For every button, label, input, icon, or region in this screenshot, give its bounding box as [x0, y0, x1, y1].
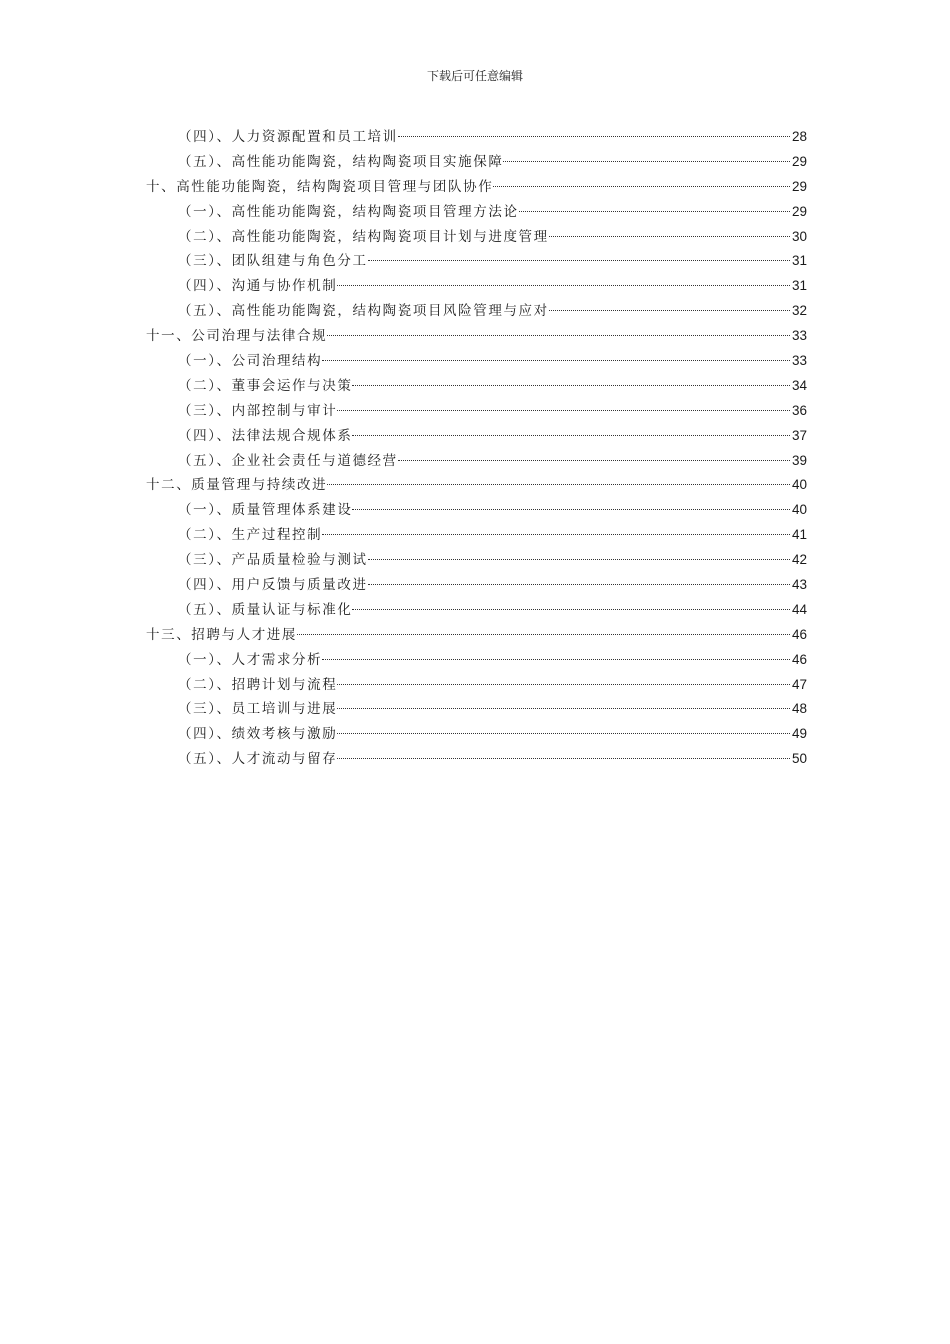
toc-dot-leader [337, 733, 790, 734]
toc-entry-page-number: 34 [791, 377, 807, 393]
toc-dot-leader [549, 236, 790, 237]
toc-dot-leader [368, 559, 790, 560]
toc-entry-title: （一）、质量管理体系建设 [178, 502, 353, 519]
toc-entry-title: （一）、公司治理结构 [178, 353, 323, 370]
toc-entry-page-number: 48 [791, 701, 807, 717]
toc-section-entry[interactable] [146, 697, 807, 722]
toc-entry-page-number: 37 [791, 427, 807, 443]
toc-section-entry[interactable] [146, 249, 807, 274]
toc-entry-title: （五）、高性能功能陶瓷，结构陶瓷项目实施保障 [178, 153, 504, 170]
toc-section-entry[interactable] [146, 648, 807, 673]
toc-dot-leader [368, 584, 790, 585]
toc-dot-leader [337, 285, 790, 286]
toc-section-entry[interactable] [146, 548, 807, 573]
toc-entry-page-number: 43 [791, 577, 807, 593]
toc-entry-title: （五）、高性能功能陶瓷，结构陶瓷项目风险管理与应对 [178, 303, 549, 320]
toc-dot-leader [337, 410, 790, 411]
toc-section-entry[interactable] [146, 349, 807, 374]
toc-section-entry[interactable] [146, 399, 807, 424]
toc-entry-page-number: 50 [791, 751, 807, 767]
toc-section-entry[interactable] [146, 449, 807, 474]
toc-entry-title: 十二、质量管理与持续改进 [146, 477, 328, 494]
toc-section-entry[interactable] [146, 573, 807, 598]
toc-dot-leader [322, 360, 790, 361]
toc-dot-leader [352, 435, 790, 436]
toc-entry-title: （五）、质量认证与标准化 [178, 601, 353, 618]
toc-entry-title: （四）、绩效考核与激励 [178, 726, 338, 743]
toc-entry-page-number: 33 [791, 353, 807, 369]
toc-entry-page-number: 40 [791, 477, 807, 493]
toc-entry-title: 十、高性能功能陶瓷，结构陶瓷项目管理与团队协作 [146, 178, 494, 195]
toc-section-entry[interactable] [146, 125, 807, 150]
toc-section-entry[interactable] [146, 225, 807, 250]
toc-section-entry[interactable] [146, 498, 807, 523]
toc-dot-leader [493, 186, 790, 187]
toc-entry-page-number: 47 [791, 676, 807, 692]
toc-dot-leader [368, 260, 790, 261]
toc-section-entry[interactable] [146, 747, 807, 772]
toc-dot-leader [519, 211, 790, 212]
toc-dot-leader [503, 161, 790, 162]
toc-chapter-entry[interactable] [146, 324, 807, 349]
toc-dot-leader [337, 684, 790, 685]
toc-entry-page-number: 29 [791, 203, 807, 219]
toc-entry-page-number: 31 [791, 278, 807, 294]
toc-entry-title: 十三、招聘与人才进展 [146, 626, 297, 643]
toc-dot-leader [337, 708, 790, 709]
toc-entry-page-number: 30 [791, 228, 807, 244]
toc-dot-leader [297, 634, 790, 635]
toc-dot-leader [327, 335, 790, 336]
toc-entry-title: （二）、董事会运作与决策 [178, 377, 353, 394]
toc-entry-page-number: 33 [791, 328, 807, 344]
toc-section-entry[interactable] [146, 598, 807, 623]
toc-entry-page-number: 49 [791, 726, 807, 742]
toc-dot-leader [352, 509, 790, 510]
toc-entry-title: （四）、用户反馈与质量改进 [178, 577, 368, 594]
toc-entry-page-number: 46 [791, 626, 807, 642]
toc-entry-title: （四）、法律法规合规体系 [178, 427, 353, 444]
toc-entry-title: （二）、生产过程控制 [178, 527, 323, 544]
toc-dot-leader [322, 534, 790, 535]
toc-section-entry[interactable] [146, 374, 807, 399]
toc-entry-title: （五）、企业社会责任与道德经营 [178, 452, 398, 469]
toc-entry-title: （三）、员工培训与进展 [178, 701, 338, 718]
toc-chapter-entry[interactable] [146, 623, 807, 648]
toc-chapter-entry[interactable] [146, 175, 807, 200]
toc-dot-leader [549, 310, 790, 311]
toc-entry-page-number: 39 [791, 452, 807, 468]
toc-section-entry[interactable] [146, 673, 807, 698]
toc-dot-leader [337, 758, 790, 759]
toc-section-entry[interactable] [146, 722, 807, 747]
toc-entry-title: （一）、人才需求分析 [178, 651, 323, 668]
toc-dot-leader [327, 484, 790, 485]
toc-dot-leader [352, 609, 790, 610]
toc-dot-leader [398, 136, 790, 137]
toc-entry-page-number: 31 [791, 253, 807, 269]
toc-entry-page-number: 32 [791, 303, 807, 319]
toc-entry-page-number: 29 [791, 178, 807, 194]
toc-section-entry[interactable] [146, 200, 807, 225]
toc-section-entry[interactable] [146, 299, 807, 324]
toc-entry-title: （二）、高性能功能陶瓷，结构陶瓷项目计划与进度管理 [178, 228, 549, 245]
toc-entry-page-number: 41 [791, 527, 807, 543]
toc-dot-leader [322, 659, 790, 660]
toc-entry-title: （三）、产品质量检验与测试 [178, 552, 368, 569]
toc-entry-title: （一）、高性能功能陶瓷，结构陶瓷项目管理方法论 [178, 203, 519, 220]
toc-entry-title: （三）、内部控制与审计 [178, 402, 338, 419]
toc-entry-title: （三）、团队组建与角色分工 [178, 253, 368, 270]
toc-entry-page-number: 42 [791, 552, 807, 568]
toc-section-entry[interactable] [146, 274, 807, 299]
toc-entry-page-number: 29 [791, 153, 807, 169]
toc-entry-title: （四）、沟通与协作机制 [178, 278, 338, 295]
page-header-note: 下载后可任意编辑 [426, 69, 523, 83]
toc-entry-title: （四）、人力资源配置和员工培训 [178, 129, 398, 145]
toc-entry-page-number: 44 [791, 601, 807, 617]
toc-entry-page-number: 46 [791, 651, 807, 667]
toc-entry-page-number: 40 [791, 502, 807, 518]
toc-chapter-entry[interactable] [146, 473, 807, 498]
toc-entry-title: （五）、人才流动与留存 [178, 751, 338, 768]
toc-entry-page-number: 28 [791, 129, 807, 144]
table-of-contents [146, 125, 807, 772]
toc-section-entry[interactable] [146, 150, 807, 175]
toc-dot-leader [398, 460, 790, 461]
toc-entry-page-number: 36 [791, 402, 807, 418]
toc-section-entry[interactable] [146, 523, 807, 548]
toc-entry-title: （二）、招聘计划与流程 [178, 676, 338, 693]
toc-dot-leader [352, 385, 790, 386]
toc-entry-title: 十一、公司治理与法律合规 [146, 328, 328, 345]
toc-section-entry[interactable] [146, 424, 807, 449]
